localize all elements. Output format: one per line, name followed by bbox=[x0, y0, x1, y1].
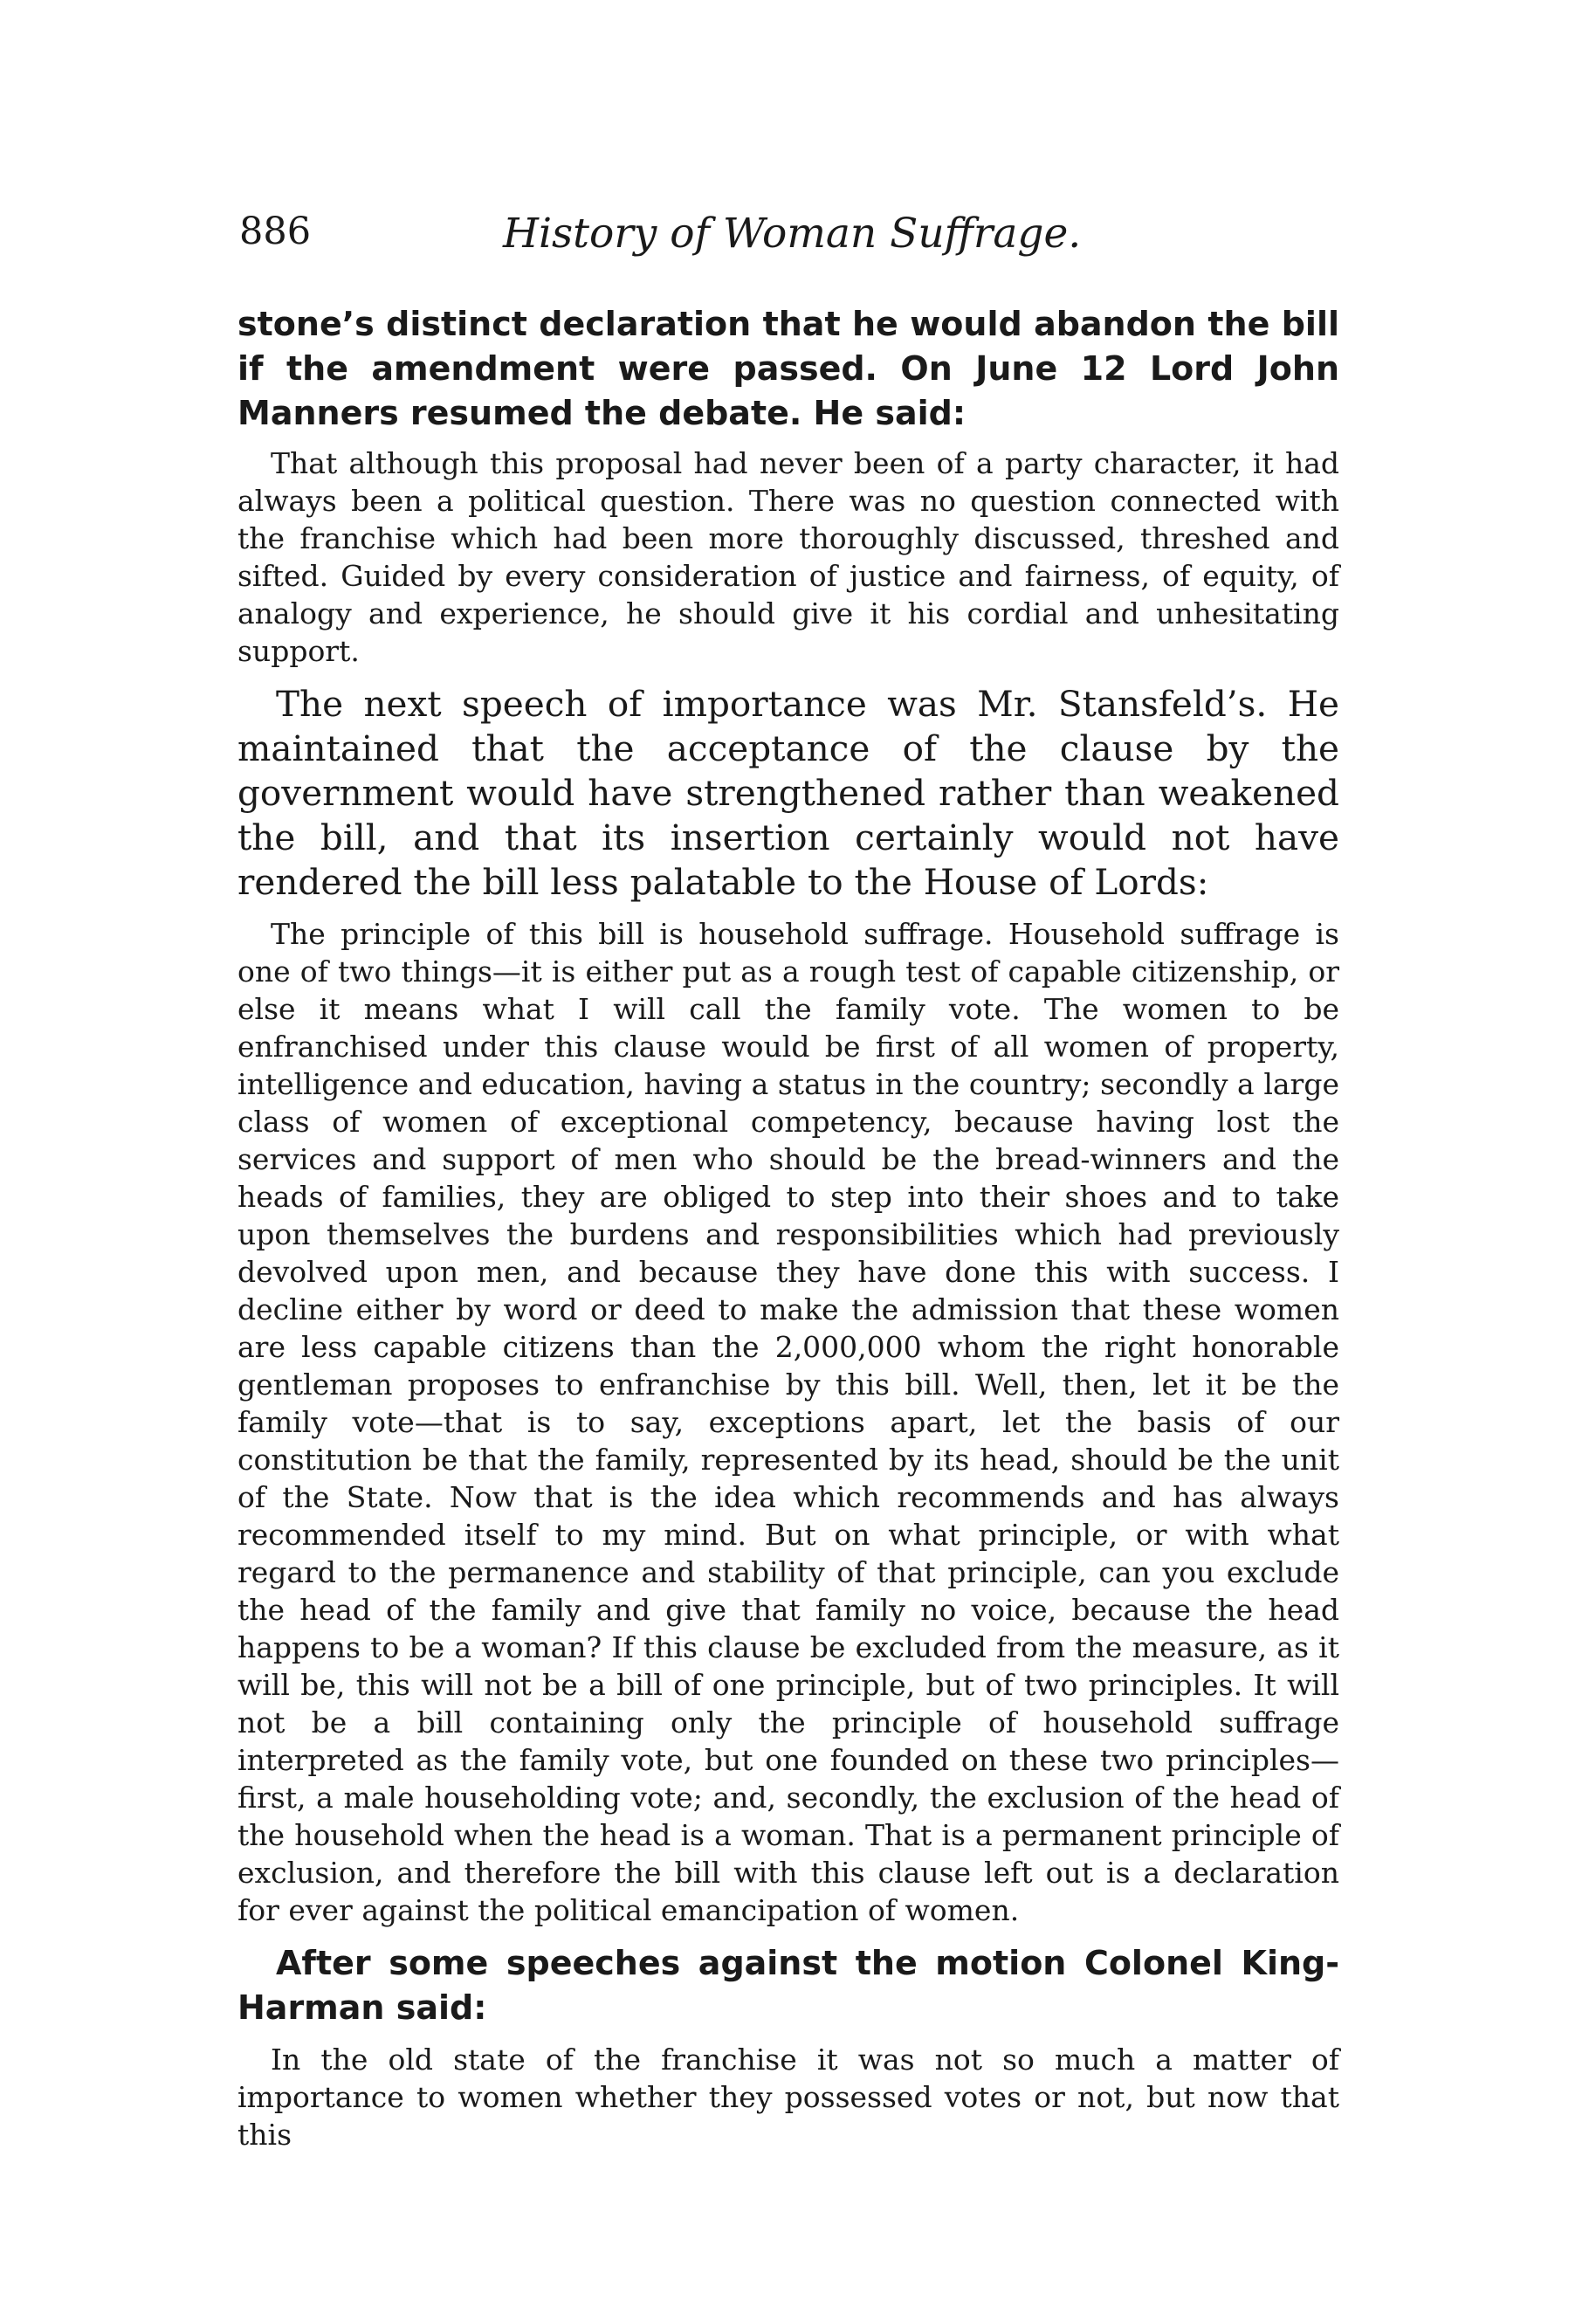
document-page bbox=[237, 210, 1339, 2153]
block-quote-manners: That although this proposal had never been of a party character, it had always been a political question. There was no question connected with the franchise which had been more thoroughly discussed, threshed and sifted. Guided by every consideration of justice and fairness, of equity, of analogy and experience, he should give it his cordial and unhesitating support. bbox=[237, 446, 1339, 668]
page-number: 886 bbox=[239, 210, 312, 253]
block-quote-stansfeld: The principle of this bill is household suffrage. Household suffrage is one of two things—it is either put as a rough test of capable citizenship, or else it means what I will call the family vote. The women to be enfranchised under this clause would be first of all women of property, intelligence and education, having a status in the country; secondly a large class of women of exceptional competency, because having lost the services and support of men who should be the bread-winners and the heads of families, they are obliged to step into their shoes and to take upon themselves the burdens and responsibilities which had previously devolved upon men, and because they have done this with success. I decline either by word or deed to make the admission that these women are less capable citizens than the 2,000,000 whom the right honorable gentleman proposes to enfranchise by this bill. Well, then, let it be the family vote—that is to say, exceptions apart, let the basis of our constitution be that the family, represented by its head, should be the unit of the State. Now that is the idea which recommends and has always recommended itself to my mind. But on what principle, or with what regard to the permanence and stability of that principle, can you exclude the head of the family and give that family no voice, because the head happens to be a woman? If this clause be excluded from the measure, as it will be, this will not be a bill of one principle, but of two principles. It will not be a bill containing only the principle of household suffrage interpreted as the family vote, but one founded on these two principles—first, a male householding vote; and, secondly, the exclusion of the head of the household when the head is a woman. That is a permanent principle of exclusion, and therefore the bill with this clause left out is a declaration for ever against the political emancipation of women. bbox=[237, 917, 1339, 1927]
paragraph-continued: stone’s distinct declaration that he would abandon the bill if the amendment were passed. On June 12 Lord John Manners resumed the debate. He said: bbox=[237, 305, 1339, 432]
paragraph-king-harman: After some speeches against the motion Colonel King-Harman said: bbox=[237, 1944, 1339, 2027]
page-header bbox=[237, 210, 1339, 271]
running-title: History of Woman Suffrage. bbox=[503, 210, 1082, 258]
block-quote-king-harman: In the old state of the franchise it was not so much a matter of importance to women whether they possessed votes or not, but now that this bbox=[237, 2043, 1339, 2152]
paragraph-stansfeld: The next speech of importance was Mr. Stansfeld’s. He maintained that the acceptance of the clause by the government would have strengthened rather than weakened the bill, and that its insertion certainly would not have rendered the bill less palatable to the House of Lords: bbox=[237, 683, 1339, 903]
